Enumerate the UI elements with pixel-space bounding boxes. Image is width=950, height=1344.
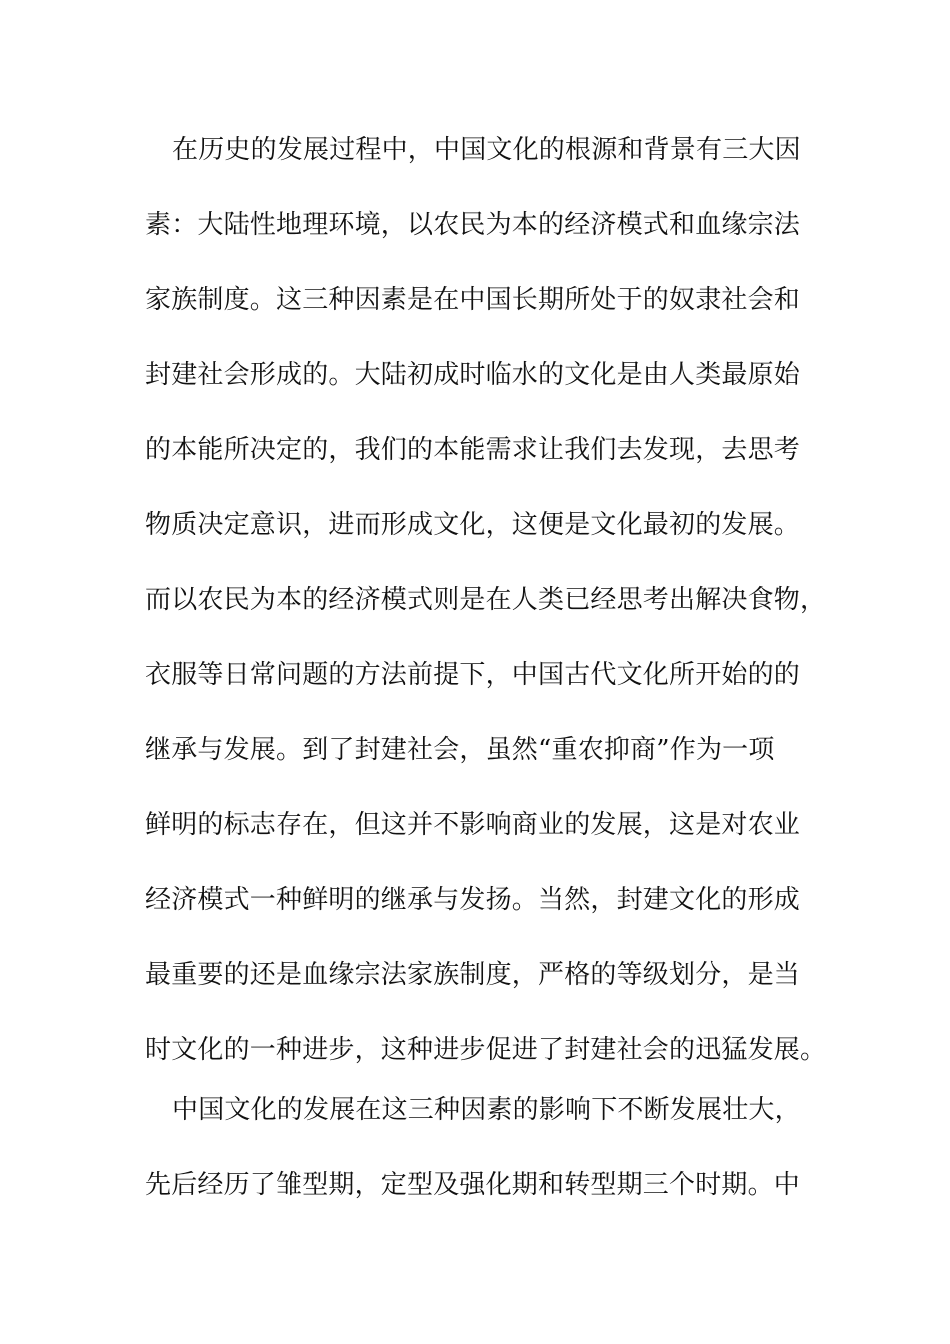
paragraph-1-line-5: 的本能所决定的，我们的本能需求让我们去发现，去思考: [145, 435, 801, 465]
paragraph-1-line-12: 最重要的还是血缘宗法家族制度，严格的等级划分，是当: [145, 960, 801, 990]
paragraph-1-line-4: 封建社会形成的。大陆初成时临水的文化是由人类最原始: [145, 360, 801, 390]
paragraph-1-line-7: 而以农民为本的经济模式则是在人类已经思考出解决食物，: [145, 585, 827, 615]
paragraph-1-line-13: 时文化的一种进步，这种进步促进了封建社会的迅猛发展。: [145, 1035, 827, 1065]
paragraph-1-line-9: 继承与发展。到了封建社会，虽然“重农抑商”作为一项: [145, 735, 775, 765]
paragraph-1-line-11: 经济模式一种鲜明的继承与发扬。当然，封建文化的形成: [145, 885, 801, 915]
paragraph-1-line-8: 衣服等日常问题的方法前提下，中国古代文化所开始的的: [145, 660, 801, 690]
paragraph-1-line-2: 素：大陆性地理环境，以农民为本的经济模式和血缘宗法: [145, 210, 801, 240]
paragraph-2-line-2: 先后经历了雏型期，定型及强化期和转型期三个时期。中: [145, 1170, 801, 1200]
paragraph-1-line-10: 鲜明的标志存在，但这并不影响商业的发展，这是对农业: [145, 810, 801, 840]
paragraph-1-line-6: 物质决定意识，进而形成文化，这便是文化最初的发展。: [145, 510, 801, 540]
paragraph-1-line-3: 家族制度。这三种因素是在中国长期所处于的奴隶社会和: [145, 285, 801, 315]
paragraph-2-line-1: 中国文化的发展在这三种因素的影响下不断发展壮大，: [172, 1095, 801, 1125]
paragraph-1-line-1: 在历史的发展过程中，中国文化的根源和背景有三大因: [172, 135, 801, 165]
